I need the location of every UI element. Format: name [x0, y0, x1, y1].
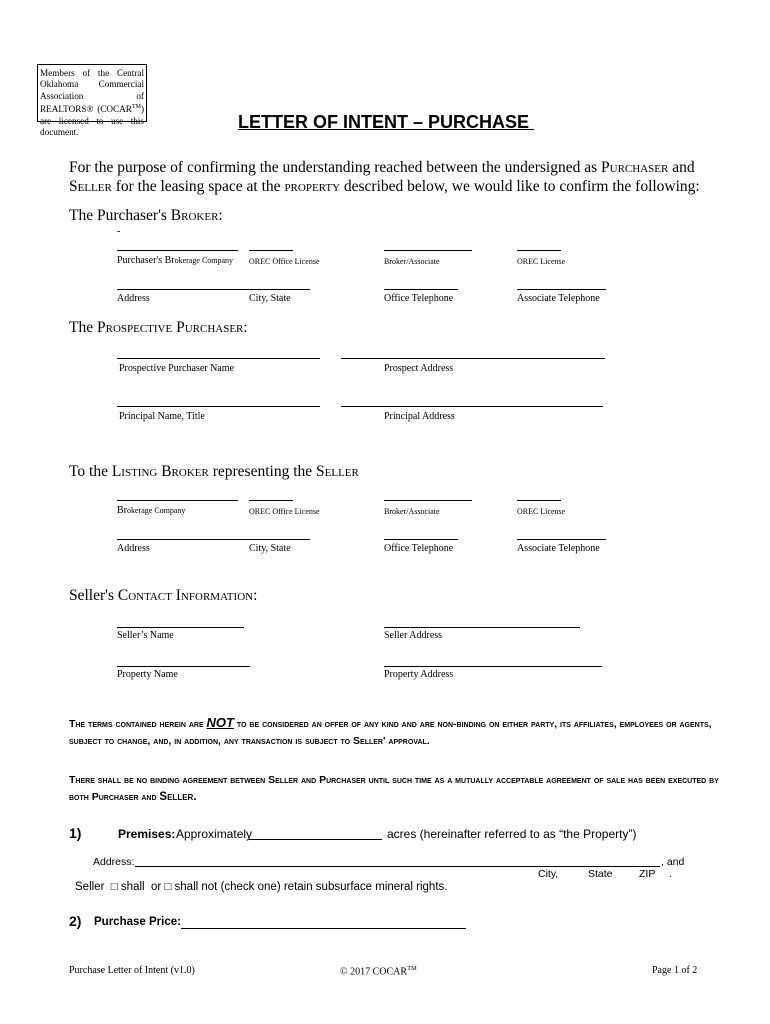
property-address-label: Property Address	[384, 669, 454, 680]
intro-text-4: described below, we would like to confirm the following:	[340, 178, 700, 195]
intro-property: property	[284, 178, 341, 195]
terms-text-1a: The terms contained herein are	[69, 718, 207, 730]
notice-text-post: ) are licensed to use this document.	[40, 104, 144, 138]
purchaser-broker-associate-label: Broker/Associate	[384, 257, 440, 266]
heading-prefix: Seller's	[69, 587, 118, 604]
purchaser-broker-address-label: Address	[117, 293, 150, 304]
listing-broker-office-telephone-field[interactable]	[384, 539, 458, 540]
purchaser-brokerage-company-label	[117, 255, 233, 266]
intro-paragraph	[69, 158, 709, 196]
label-part-a: Purchaser's Br	[117, 255, 175, 266]
premises-address-field[interactable]	[135, 866, 660, 867]
purchaser-orec-license-label: OREC License	[517, 257, 566, 266]
acres-text: acres (hereinafter referred to as “the Property”)	[387, 827, 637, 841]
terms-text-2a: There shall be no binding agreement between Seller and Purchaser until such time as a mutually acceptable agreement of sale has been executed by both Purchaser and	[69, 774, 719, 803]
principal-address-label: Principal Address	[384, 411, 455, 422]
seller-address-label: Seller Address	[384, 630, 443, 641]
heading-suffix: :	[218, 207, 223, 224]
principal-address-field[interactable]	[341, 406, 603, 407]
prospect-address-field[interactable]	[341, 358, 605, 359]
intro-seller: Seller	[69, 178, 112, 195]
property-name-label: Property Name	[117, 669, 178, 680]
seller-contact-heading	[69, 587, 257, 605]
purchaser-orec-license-field[interactable]	[517, 250, 561, 251]
listing-broker-city-state-label: City, State	[249, 543, 291, 554]
listing-orec-office-license-label: OREC Office License	[249, 507, 320, 516]
broker-dash: -	[117, 226, 121, 237]
heading-suffix: :	[243, 319, 248, 336]
purchase-price-field[interactable]	[181, 928, 466, 929]
heading-mid: representing the	[208, 463, 317, 480]
address-and-text: , and	[661, 856, 685, 868]
listing-brokerage-company-label	[117, 505, 185, 516]
listing-broker-associate-field[interactable]	[384, 500, 472, 501]
state-label: State	[588, 868, 613, 880]
prospective-purchaser-name-field[interactable]	[117, 358, 320, 359]
listing-orec-office-license-field[interactable]	[249, 500, 293, 501]
terms-text-1b: to be considered an offer of any kind and are non-binding on either party, its affiliates, employees or agents, subject to change, and, in addition, any transaction is subject to Seller' approval.	[69, 718, 712, 747]
listing-brokerage-company-field[interactable]	[117, 500, 238, 501]
label-part-a: Br	[117, 505, 127, 516]
listing-broker-office-telephone-label: Office Telephone	[384, 543, 454, 554]
principal-name-title-label: Principal Name, Title	[119, 411, 205, 422]
premises-label: Premises:	[118, 827, 176, 841]
notice-text-pre: Members of the Central Oklahoma Commercial Association of REALTORS® (COCAR	[40, 68, 144, 115]
listing-broker-address-field[interactable]	[117, 539, 310, 540]
label-part-b: okerage Company	[174, 256, 234, 265]
binding-agreement-paragraph	[69, 772, 729, 805]
footer-page-number: Page 1 of 2	[652, 965, 698, 976]
prospective-purchaser-heading	[69, 319, 248, 337]
listing-broker-associate-label: Broker/Associate	[384, 507, 440, 516]
purchaser-broker-associate-telephone-label: Associate Telephone	[517, 293, 600, 304]
heading-prefix: To the	[69, 463, 112, 480]
purchaser-orec-office-license-field[interactable]	[249, 250, 293, 251]
section-2-number: 2)	[69, 913, 82, 929]
purchase-price-label: Purchase Price:	[94, 916, 181, 928]
listing-broker-heading	[69, 463, 359, 481]
intro-purchaser: Purchaser	[601, 159, 669, 176]
prospect-address-label: Prospect Address	[384, 363, 454, 374]
listing-broker-associate-telephone-label: Associate Telephone	[517, 543, 600, 554]
seller-address-field[interactable]	[384, 627, 580, 628]
mineral-rights-checkbox-line[interactable]: Seller □ shall or □ shall not (check one) retain subsurface mineral rights.	[75, 881, 448, 893]
property-name-field[interactable]	[117, 666, 250, 667]
heading-smallcaps-2: Seller	[316, 463, 359, 480]
footer-copyright-tm: TM	[407, 965, 417, 972]
heading-suffix: :	[253, 587, 258, 604]
non-binding-terms-paragraph	[69, 715, 729, 749]
purchaser-broker-associate-telephone-field[interactable]	[517, 289, 606, 290]
purchaser-broker-office-telephone-field[interactable]	[384, 289, 458, 290]
heading-smallcaps: Contact Information	[117, 587, 254, 604]
page-title: LETTER OF INTENT – PURCHASE	[238, 112, 535, 132]
footer-document-version: Purchase Letter of Intent (v1.0)	[69, 965, 195, 976]
section-1-number: 1)	[69, 825, 82, 841]
heading-smallcaps: Prospective Purchaser	[96, 319, 244, 336]
seller-name-field[interactable]	[117, 627, 244, 628]
zip-label: ZIP	[639, 868, 656, 880]
prospective-purchaser-name-label: Prospective Purchaser Name	[119, 363, 234, 374]
footer-copyright-text: © 2017 COCAR	[340, 966, 408, 978]
address-label: Address:	[93, 856, 135, 868]
listing-broker-associate-telephone-field[interactable]	[517, 539, 606, 540]
notice-tm: TM	[131, 104, 141, 111]
purchaser-broker-associate-field[interactable]	[384, 250, 472, 251]
purchasers-broker-heading	[69, 207, 223, 225]
purchaser-brokerage-company-field[interactable]	[117, 250, 238, 251]
footer-copyright	[340, 965, 417, 977]
city-label: City,	[538, 868, 559, 880]
purchaser-broker-address-field[interactable]	[117, 289, 310, 290]
property-address-field[interactable]	[384, 666, 602, 667]
seller-name-label: Seller’s Name	[117, 630, 174, 641]
heading-smallcaps: Broker	[170, 207, 219, 224]
heading-smallcaps-1: Listing Broker	[111, 463, 209, 480]
approximately-text: Approximately	[176, 827, 253, 841]
heading-prefix: The	[69, 319, 97, 336]
terms-seller: Seller.	[159, 790, 197, 803]
intro-text-3: for the leasing space at the	[111, 178, 285, 195]
purchaser-broker-office-telephone-label: Office Telephone	[384, 293, 454, 304]
purchaser-orec-office-license-label: OREC Office License	[249, 257, 320, 266]
label-part-b: okerage Company	[127, 506, 186, 515]
acres-field[interactable]	[249, 839, 382, 840]
listing-broker-address-label: Address	[117, 543, 150, 554]
intro-text-2: and	[668, 159, 695, 176]
intro-text-1: For the purpose of confirming the understanding reached between the undersigned as	[69, 159, 602, 176]
purchaser-broker-city-state-label: City, State	[249, 293, 291, 304]
terms-not-emphasis: NOT	[206, 715, 234, 730]
principal-name-title-field[interactable]	[117, 406, 320, 407]
heading-prefix: The Purchaser's	[69, 207, 171, 224]
listing-orec-license-field[interactable]	[517, 500, 561, 501]
listing-orec-license-label: OREC License	[517, 507, 566, 516]
licensing-notice-box	[37, 64, 147, 138]
zip-period: .	[669, 868, 672, 880]
